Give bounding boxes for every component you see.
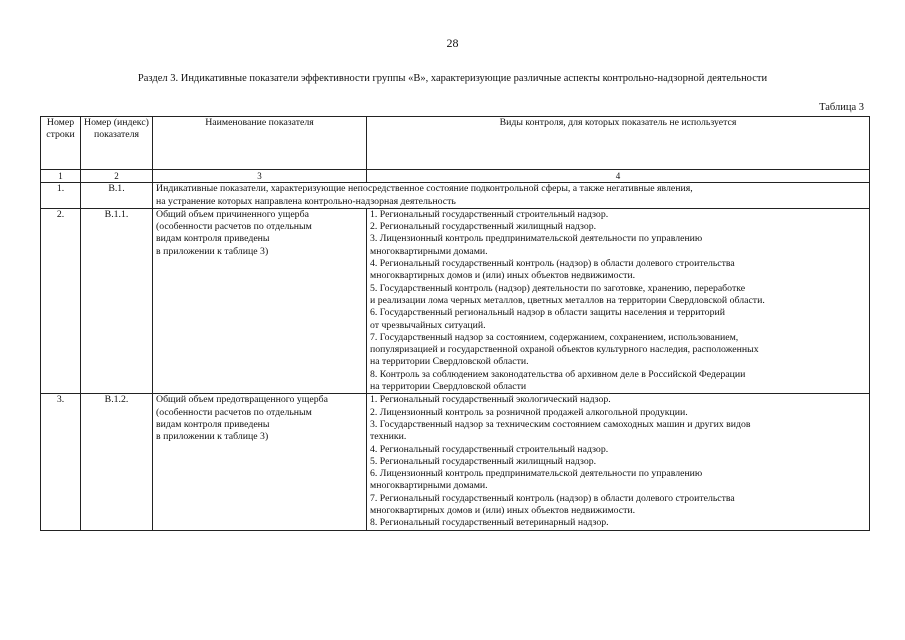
table-row [41,183,870,209]
text-line: на устранение которых направлена контрольно-надзорная деятельность [156,195,456,207]
list-item: 8. Региональный государственный ветеринарный надзор. [370,517,609,529]
header-control-types: Виды контроля, для которых показатель не используется [367,117,870,170]
list-item: 5. Государственный контроль (надзор) деятельности по заготовке, хранению, переработке [370,282,746,294]
column-number-row [41,170,870,183]
indicator-index: В.1.1. [81,208,153,393]
list-item: многоквартирными домами. [370,480,488,492]
row-number: 2. [41,208,81,393]
text-line: Общий объем предотвращенного ущерба [156,394,328,406]
list-item: 5. Региональный государственный жилищный надзор. [370,455,597,467]
list-item: на территории Свердловской области [370,381,527,393]
list-item: 1. Региональный государственный экологический надзор. [370,394,611,406]
table-row [41,208,870,393]
row-number: 1. [41,183,81,209]
list-item: 3. Лицензионный контроль предпринимательской деятельности по управлению [370,233,703,245]
table-row [41,394,870,530]
text-line: Индикативные показатели, характеризующие непосредственное состояние подконтрольной сферы, а также негативные явления, [156,183,693,195]
control-types-list [367,394,870,530]
page-number: 28 [446,36,459,50]
list-item: 2. Лицензионный контроль за розничной продажей алкогольной продукции. [370,406,688,418]
header-indicator-name: Наименование показателя [153,117,367,170]
list-item: от чрезвычайных ситуаций. [370,319,486,331]
text-line: видам контроля приведены [156,418,270,430]
text-line: (особенности расчетов по отдельным [156,406,312,418]
list-item: 6. Лицензионный контроль предпринимательской деятельности по управлению [370,468,703,480]
text-line: Общий объем причиненного ущерба [156,208,309,220]
row-number: 3. [41,394,81,530]
indicator-index: В.1. [81,183,153,209]
column-number: 2 [81,170,153,183]
indicator-index: В.1.2. [81,394,153,530]
list-item: 3. Государственный надзор за техническим состоянием самоходных машин и других видов [370,418,751,430]
list-item: 7. Государственный надзор за состоянием, содержанием, сохранением, использованием, [370,331,739,343]
column-number: 4 [367,170,870,183]
list-item: многоквартирных домов и (или) иных объектов недвижимости. [370,270,636,282]
column-number: 1 [41,170,81,183]
list-item: 8. Контроль за соблюдением законодательства об архивном деле в Российской Федерации [370,368,746,380]
text-line: (особенности расчетов по отдельным [156,221,312,233]
control-types-list [367,208,870,393]
header-row-number: Номер строки [41,117,81,170]
indicator-name [153,208,367,393]
header-row [41,117,870,170]
list-item: 2. Региональный государственный жилищный надзор. [370,221,597,233]
list-item: популяризацией и государственной охраной объектов культурного наследия, расположенных [370,344,759,356]
header-indicator-index: Номер (индекс) показателя [81,117,153,170]
indicators-table [40,116,870,531]
text-line: видам контроля приведены [156,233,270,245]
list-item: 4. Региональный государственный контроль (надзор) в области долевого строительства [370,258,735,270]
table-label: Таблица 3 [819,102,864,113]
section-title: Раздел 3. Индикативные показатели эффективности группы «В», характеризующие различные аспекты контрольно-надзорной деятельности [137,73,768,84]
text-line: в приложении к таблице 3) [156,431,269,443]
column-number: 3 [153,170,367,183]
text-line: в приложении к таблице 3) [156,245,269,257]
indicator-name [153,394,367,530]
group-description [153,183,870,209]
list-item: на территории Свердловской области. [370,356,529,368]
list-item: многоквартирных домов и (или) иных объектов недвижимости. [370,505,636,517]
list-item: 4. Региональный государственный строительный надзор. [370,443,609,455]
list-item: 6. Государственный региональный надзор в области защиты населения и территорий [370,307,725,319]
list-item: многоквартирными домами. [370,245,488,257]
list-item: 7. Региональный государственный контроль (надзор) в области долевого строительства [370,492,735,504]
list-item: и реализации лома черных металлов, цветных металлов на территории Свердловской области. [370,294,765,306]
list-item: 1. Региональный государственный строительный надзор. [370,208,609,220]
list-item: техники. [370,431,407,443]
